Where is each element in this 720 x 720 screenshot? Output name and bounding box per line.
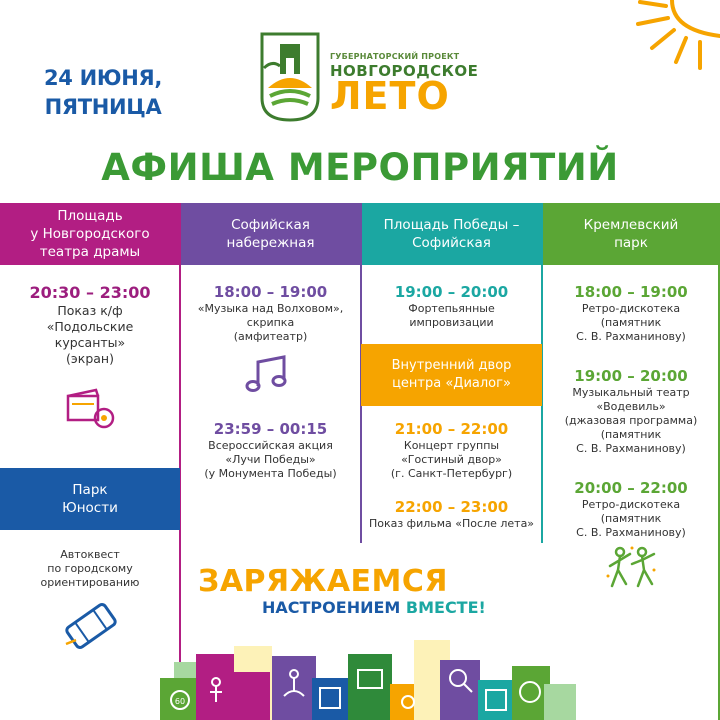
event-time: 21:00 – 22:00 [394,420,509,438]
timer-label: 60 [174,697,186,706]
event-time: 23:59 – 00:15 [213,420,328,438]
event-music-volkhov: 18:00 – 19:00 «Музыка над Волховом», скрипка (амфитеатр) [180,282,361,344]
slogan-line1: ЗАРЯЖАЕМСЯ [198,564,449,599]
sun-icon [610,0,720,70]
music-note-icon [244,354,290,394]
slogan-line2: НАСТРОЕНИЕМ ВМЕСТЕ! [262,598,486,617]
event-time: 20:00 – 22:00 [574,479,688,497]
event-vodevil: 19:00 – 20:00 Музыкальный театр «Водевиль» (джазовая программа) (памятник С. В. Рахманинову) [542,366,720,456]
event-time: 18:00 – 19:00 [213,283,328,301]
column-header-victory-square: Площадь Победы – Софийская [361,203,542,265]
event-drama-square [0,283,180,367]
dancers-icon [604,544,660,590]
column-header-drama-square: Площадь у Новгородского театра драмы [0,203,180,265]
event-retro-disco-2: 20:00 – 22:00 Ретро-дискотека (памятник С. В. Рахманинову) [542,478,720,540]
column-header-sofia-embankment: Софийская набережная [180,203,361,265]
section-header-dialog-center: Внутренний двор центра «Диалог» [361,344,542,406]
event-time: 22:00 – 23:00 [394,498,509,516]
event-concert: 21:00 – 22:00 Концерт группы «Гостиный двор» (г. Санкт-Петербург) [361,419,542,481]
event-time: 19:00 – 20:00 [394,283,509,301]
section-header-youth-park: Парк Юности [0,468,180,530]
event-time: 19:00 – 20:00 [574,367,688,385]
date-day: 24 ИЮНЯ, [43,66,163,90]
logo-caption: ГУБЕРНАТОРСКИЙ ПРОЕКТ [330,52,460,61]
film-clapper-icon [64,388,116,430]
logo-name: НОВГОРОДСКОЕ [330,62,479,80]
event-time: 18:00 – 19:00 [574,283,688,301]
event-retro-disco-1: 18:00 – 19:00 Ретро-дискотека (памятник С. В. Рахманинову) [542,282,720,344]
event-film: 22:00 – 23:00 Показ фильма «После лета» [361,497,542,531]
logo-leto: ЛЕТО [330,74,450,118]
event-date [28,64,178,122]
event-youth-park: Автоквест по городскому ориентированию [40,548,140,589]
column-header-kremlin-park: Кремлевский парк [542,203,720,265]
date-weekday: ПЯТНИЦА [44,95,162,119]
page-title: АФИША МЕРОПРИЯТИЙ [101,146,619,189]
activity-tiles-decoration [0,630,720,720]
event-piano: 19:00 – 20:00 Фортепьянные импровизации [361,282,542,330]
event-desc: Показ к/ф «Подольские курсанты» (экран) [46,303,134,366]
event-time: 20:30 – 23:00 [29,283,151,302]
event-victory-rays: 23:59 – 00:15 Всероссийская акция «Лучи Победы» (у Монумента Победы) [180,419,361,481]
